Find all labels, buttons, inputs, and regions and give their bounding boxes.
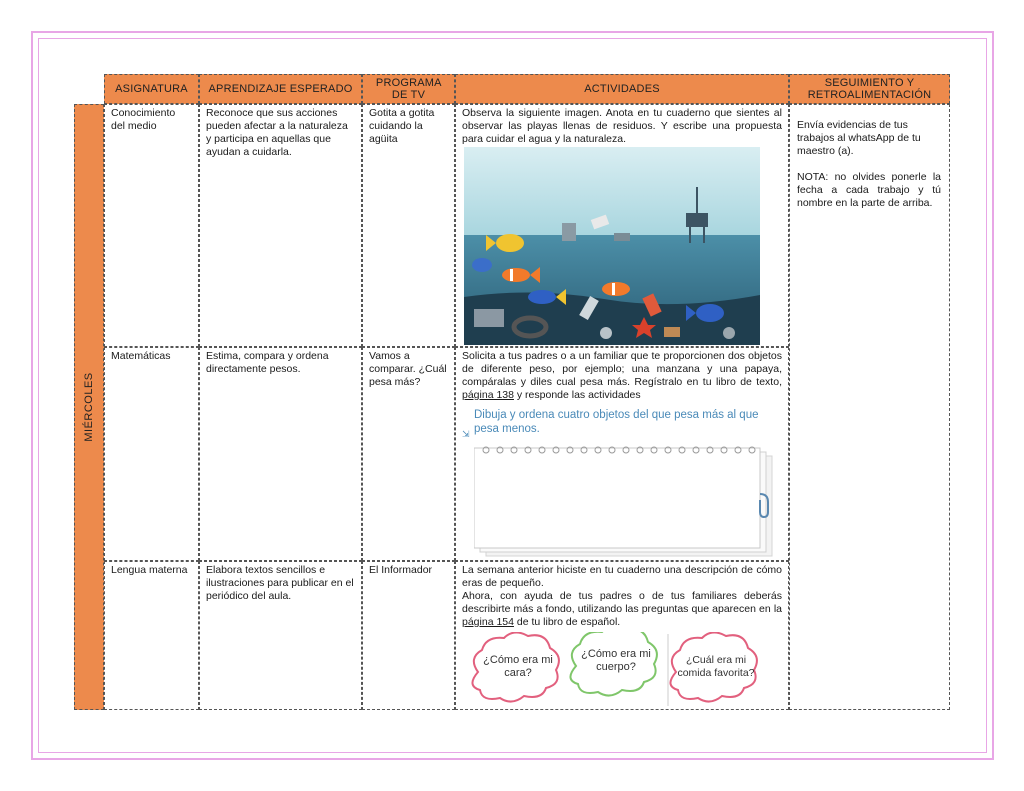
row3-actividades [455, 561, 789, 710]
header-actividades: ACTIVIDADES [455, 74, 789, 104]
row2-programa [362, 347, 455, 561]
row3-aprendizaje [199, 561, 362, 710]
row2-page-link: página 138 [462, 389, 514, 401]
day-label: MIÉRCOLES [83, 372, 95, 442]
cloud-cara: ¿Cómo era mi cara? [483, 654, 553, 679]
row2-actividades [455, 347, 789, 561]
row2-instruccion: Dibuja y ordena cuatro objetos del que pesa más al que pesa menos. [474, 409, 759, 435]
row1-programa [362, 104, 455, 347]
row3-actividad-1: La semana anterior hiciste en tu cuaderno una descripción de cómo eras de pequeño. [462, 564, 782, 589]
day-column [74, 104, 104, 710]
row1-aprendizaje-text: Reconoce que sus acciones pueden afectar a la naturaleza y participa en aquellas que ayudan a cuidarla. [206, 107, 348, 158]
header-aprendizaje: APRENDIZAJE ESPERADO [199, 74, 362, 104]
cloud-comida: ¿Cuál era mi comida favorita? [677, 654, 755, 679]
row3-actividad-pre: Ahora, con ayuda de tus padres o de tus familiares deberás describirte más a fondo, utilizando las preguntas que aparecen en la [462, 590, 782, 615]
row2-asignatura-text: Matemáticas [111, 350, 171, 362]
row1-actividades [455, 104, 789, 347]
row1-actividad-text: Observa la siguiente imagen. Anota en tu cuaderno que sientes al observar las playas llenas de residuos. Y escribe una propuesta para cuidar el agua y la naturaleza. [462, 107, 782, 145]
row2-aprendizaje-text: Estima, compara y ordena directamente pesos. [206, 350, 329, 375]
row1-programa-text: Gotita a gotita cuidando la agüita [369, 107, 435, 145]
notepad-illustration [474, 446, 774, 558]
row1-aprendizaje [199, 104, 362, 347]
cursor-icon: ⇲ [462, 429, 470, 439]
header-seguimiento: SEGUIMIENTO Y RETROALIMENTACIÓN [789, 74, 950, 104]
row3-asignatura [104, 561, 199, 710]
row2-actividad-text [462, 350, 782, 402]
cloud-cuerpo: ¿Cómo era mi cuerpo? [581, 648, 651, 673]
seguimiento-cell [789, 104, 950, 710]
row2-aprendizaje [199, 347, 362, 561]
row3-asignatura-text: Lengua materna [111, 564, 188, 576]
seguimiento-p1: Envía evidencias de tus trabajos al whatsApp de tu maestro (a). [797, 119, 921, 157]
header-programa: PROGRAMA DE TV [362, 74, 455, 104]
row2-programa-text: Vamos a comparar. ¿Cuál pesa más? [369, 350, 447, 388]
row3-aprendizaje-text: Elabora textos sencillos e ilustraciones para publicar en el periódico del aula. [206, 564, 354, 602]
row2-actividad-post: y responde las actividades [513, 389, 641, 401]
header-asignatura: ASIGNATURA [104, 74, 199, 104]
row3-actividad-post: de tu libro de español. [513, 616, 621, 628]
row3-programa [362, 561, 455, 710]
question-clouds [464, 632, 784, 708]
row2-actividad-pre: Solicita a tus padres o a un familiar que te proporcionen dos objetos de diferente peso, por ejemplo; una manzana y una papaya, compáralas y diles cual pesa más. Regístralo en tu libro de texto, [462, 350, 782, 388]
polluted-sea-illustration [464, 147, 760, 345]
row2-asignatura [104, 347, 199, 561]
row3-page-link: página 154 [462, 616, 514, 628]
row3-programa-text: El Informador [369, 564, 433, 576]
row1-asignatura [104, 104, 199, 347]
seguimiento-p2: NOTA: no olvides ponerle la fecha a cada trabajo y tú nombre en la parte de arriba. [797, 171, 941, 209]
row3-actividad-2 [462, 590, 782, 629]
row1-asignatura-text: Conocimiento del medio [111, 107, 176, 132]
